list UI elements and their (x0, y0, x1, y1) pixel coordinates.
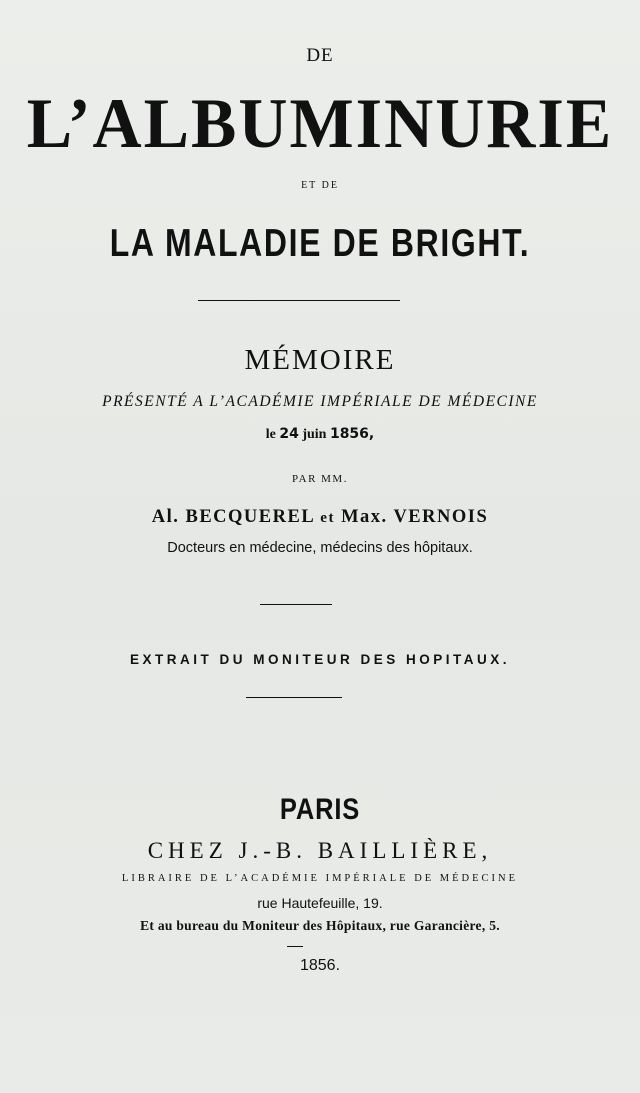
subtitle: LA MALADIE DE BRIGHT. (109, 222, 531, 265)
imprint-city: PARIS (279, 793, 361, 826)
author-conjunction: et (320, 510, 335, 526)
author-vernois: Max. VERNOIS (341, 507, 489, 527)
divider-rule (198, 300, 400, 301)
imprint-bureau: Et au bureau du Moniteur des Hôpitaux, rue Garancière, 5. (140, 918, 500, 933)
imprint-publisher: CHEZ J.-B. BAILLIÈRE, (147, 838, 493, 863)
author-becquerel: Al. BECQUEREL (151, 507, 315, 527)
date-line (0, 426, 640, 443)
extract-source: EXTRAIT DU MONITEUR DES HOPITAUX. (129, 652, 510, 667)
authors-credentials: Docteurs en médecine, médecins des hôpitaux. (167, 540, 473, 556)
main-title: L’ALBUMINURIE (26, 83, 614, 163)
imprint-bookseller: LIBRAIRE DE L’ACADÉMIE IMPÉRIALE DE MÉDECINE (121, 873, 519, 884)
divider-rule (260, 604, 332, 605)
authors-line (0, 507, 640, 528)
date-day: 24 (279, 426, 299, 442)
par-mm-label: PAR MM. (292, 473, 348, 485)
divider-rule (246, 697, 342, 698)
title-preposition: DE (306, 45, 334, 66)
imprint-year: 1856. (299, 957, 341, 974)
divider-rule (287, 946, 303, 947)
date-year: 1856, (329, 426, 375, 442)
title-conjunction: ET DE (301, 180, 339, 191)
presentation-line: PRÉSENTÉ A L’ACADÉMIE IMPÉRIALE DE MÉDECINE (102, 393, 538, 410)
memoire-heading: MÉMOIRE (244, 344, 396, 376)
imprint-address: rue Hautefeuille, 19. (257, 895, 383, 911)
date-month: juin (302, 427, 327, 442)
date-prefix: le (265, 427, 276, 442)
